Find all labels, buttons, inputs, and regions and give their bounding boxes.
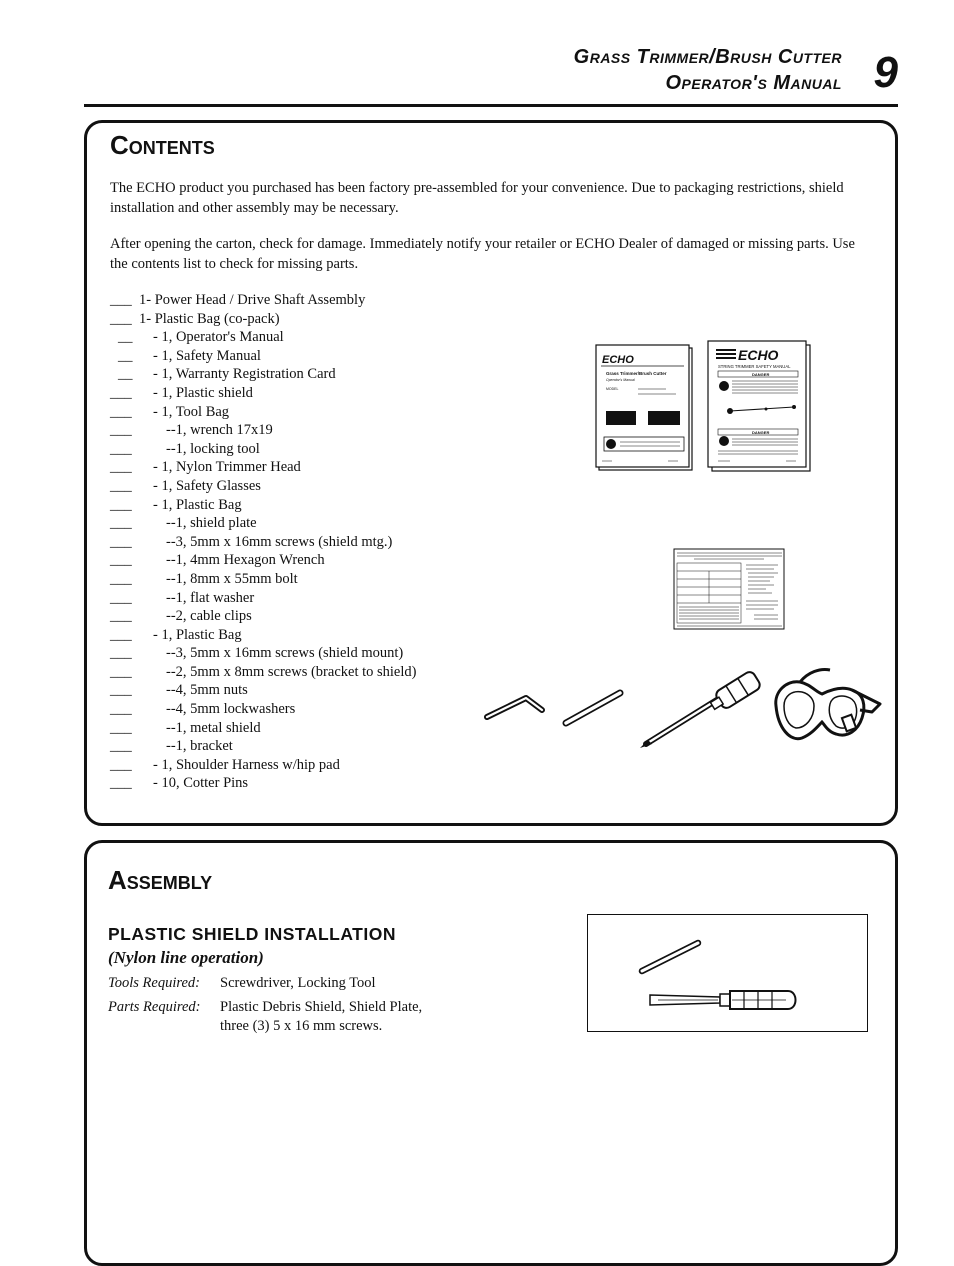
- contents-list-item: [110, 663, 470, 682]
- locking-tool-icon: [636, 937, 704, 977]
- assembly-title: Assembly: [108, 865, 213, 895]
- contents-item-text: --3, 5mm x 16mm screws (shield mount): [166, 645, 404, 662]
- contents-list-item: [110, 347, 470, 366]
- contents-list-item: [110, 458, 470, 477]
- parts-required-label: Parts Required:: [108, 999, 201, 1015]
- contents-list-item: [110, 477, 470, 496]
- checkbox-blank: ___: [110, 515, 132, 532]
- safety-glasses-icon: [772, 666, 884, 746]
- contents-item-text: --1, flat washer: [166, 589, 255, 606]
- contents-list-item: [110, 774, 470, 793]
- contents-item-text: - 1, Safety Glasses: [153, 477, 261, 494]
- contents-item-text: --1, locking tool: [166, 440, 260, 457]
- contents-list-item: [110, 514, 470, 533]
- checkbox-blank: __: [118, 347, 133, 364]
- checkbox-blank: ___: [110, 533, 132, 550]
- contents-item-text: --2, 5mm x 8mm screws (bracket to shield): [166, 663, 417, 680]
- contents-item-text: --1, bracket: [166, 738, 233, 755]
- contents-list-item: [110, 681, 470, 700]
- tools-required-value: Screwdriver, Locking Tool: [220, 975, 376, 991]
- contents-list-item: [110, 421, 470, 440]
- contents-item-text: --1, metal shield: [166, 719, 261, 736]
- contents-checklist: [110, 291, 470, 793]
- contents-item-text: --1, 4mm Hexagon Wrench: [166, 552, 325, 569]
- hex-wrench-icon: [484, 694, 546, 724]
- contents-item-text: - 1, Shoulder Harness w/hip pad: [153, 756, 340, 773]
- contents-list-item: [110, 719, 470, 738]
- checkbox-blank: ___: [110, 422, 132, 439]
- checkbox-blank: ___: [110, 626, 132, 643]
- safety-manual-logo: ECHO: [738, 347, 779, 363]
- checkbox-blank: __: [118, 366, 133, 383]
- tools-illustration-frame: [587, 914, 868, 1032]
- parts-required-value-line2: three (3) 5 x 16 mm screws.: [220, 1018, 383, 1034]
- socket-wrench-icon: [638, 668, 764, 752]
- contents-list-item: [110, 551, 470, 570]
- contents-list-item: [110, 403, 470, 422]
- contents-item-text: - 1, Warranty Registration Card: [153, 366, 336, 383]
- checkbox-blank: ___: [110, 459, 132, 476]
- tools-required-label: Tools Required:: [108, 975, 200, 991]
- manual-cover-title: Grass Trimmer/Brush Cutter: [606, 371, 667, 376]
- page-number: 9: [873, 48, 898, 97]
- checkbox-blank: ___: [110, 608, 132, 625]
- contents-list-item: [110, 737, 470, 756]
- checkbox-blank: ___: [110, 756, 132, 773]
- checkbox-blank: __: [118, 329, 133, 346]
- contents-item-text: 1- Plastic Bag (co-pack): [139, 310, 280, 327]
- contents-list-item: [110, 570, 470, 589]
- parts-required-value-line1: Plastic Debris Shield, Shield Plate,: [220, 999, 423, 1015]
- safety-manual-banner-1: DANGER: [752, 372, 770, 377]
- checkbox-blank: ___: [110, 496, 132, 513]
- checkbox-blank: ___: [110, 682, 132, 699]
- contents-item-text: - 10, Cotter Pins: [153, 775, 249, 792]
- checkbox-blank: ___: [110, 384, 132, 401]
- checkbox-blank: ___: [110, 552, 132, 569]
- assembly-note: (Nylon line operation): [108, 948, 264, 967]
- contents-item-text: - 1, Plastic Bag: [153, 496, 242, 513]
- contents-item-text: - 1, Plastic Bag: [153, 626, 242, 643]
- contents-list-item: [110, 626, 470, 645]
- contents-list-item: [110, 496, 470, 515]
- contents-list-item: [110, 533, 470, 552]
- checkbox-blank: ___: [110, 775, 132, 792]
- safety-manual-banner-2: DANGER: [752, 430, 770, 435]
- checkbox-blank: ___: [110, 477, 132, 494]
- checkbox-blank: ___: [110, 663, 132, 680]
- checkbox-blank: ___: [110, 719, 132, 736]
- header-title-line1: Grass Trimmer/Brush Cutter: [573, 46, 842, 68]
- header-title-line2: Operator's Manual: [665, 72, 842, 94]
- contents-list-item: [110, 310, 470, 329]
- contents-title: Contents: [110, 130, 215, 160]
- checkbox-blank: ___: [110, 738, 132, 755]
- assembly-subtitle: PLASTIC SHIELD INSTALLATION: [108, 924, 396, 944]
- warranty-card-icon: [674, 549, 786, 631]
- contents-item-text: --1, shield plate: [166, 515, 257, 532]
- checkbox-blank: ___: [110, 292, 132, 308]
- contents-list-item: [110, 756, 470, 775]
- manual-logo: ECHO: [602, 354, 634, 366]
- manual-icon: [596, 345, 696, 473]
- assembly-panel: [84, 840, 898, 1266]
- manual-model-label: MODEL: [606, 387, 619, 391]
- contents-list-item: [110, 607, 470, 626]
- contents-list-item: [110, 589, 470, 608]
- contents-list-item: [110, 644, 470, 663]
- contents-list-item: [110, 440, 470, 459]
- contents-item-text: - 1, Safety Manual: [153, 347, 261, 364]
- manual-cover-subtitle: Operator's Manual: [606, 378, 635, 382]
- checkbox-blank: ___: [110, 570, 132, 587]
- screwdriver-icon: [648, 985, 800, 1015]
- checkbox-blank: ___: [110, 310, 132, 327]
- contents-list-item: [110, 291, 470, 310]
- contents-list-item: [110, 384, 470, 403]
- contents-item-text: --4, 5mm lockwashers: [166, 701, 296, 718]
- checkbox-blank: ___: [110, 589, 132, 606]
- contents-item-text: --2, cable clips: [166, 608, 252, 625]
- contents-list-item: [110, 700, 470, 719]
- contents-item-text: --1, wrench 17x19: [166, 422, 273, 439]
- locking-tool-icon: [561, 688, 625, 728]
- contents-list-item: [110, 328, 470, 347]
- checkbox-blank: ___: [110, 645, 132, 662]
- checkbox-blank: ___: [110, 403, 132, 420]
- safety-manual-title: STRING TRIMMER SAFETY MANUAL: [718, 364, 791, 369]
- contents-list-item: [110, 365, 470, 384]
- contents-item-text: - 1, Plastic shield: [153, 384, 253, 401]
- checkbox-blank: ___: [110, 701, 132, 718]
- contents-item-text: 1- Power Head / Drive Shaft Assembly: [139, 292, 366, 308]
- contents-item-text: --1, 8mm x 55mm bolt: [166, 570, 298, 587]
- contents-paragraph-2: After opening the carton, check for damage. Immediately notify your retailer or ECHO Dealer of damaged or missing parts. Use the contents list to check for missing parts.: [110, 236, 855, 272]
- safety-manual-icon: [708, 341, 814, 473]
- contents-item-text: - 1, Operator's Manual: [153, 329, 284, 346]
- contents-item-text: --4, 5mm nuts: [166, 682, 248, 699]
- checkbox-blank: ___: [110, 440, 132, 457]
- contents-item-text: - 1, Tool Bag: [153, 403, 230, 420]
- contents-paragraph-1: The ECHO product you purchased has been factory pre-assembled for your convenience. Due to packaging restrictions, shield installation and other assembly may be necessary.: [110, 180, 844, 216]
- contents-item-text: --3, 5mm x 16mm screws (shield mtg.): [166, 533, 393, 550]
- contents-item-text: - 1, Nylon Trimmer Head: [153, 459, 301, 476]
- header-rule: [84, 104, 898, 107]
